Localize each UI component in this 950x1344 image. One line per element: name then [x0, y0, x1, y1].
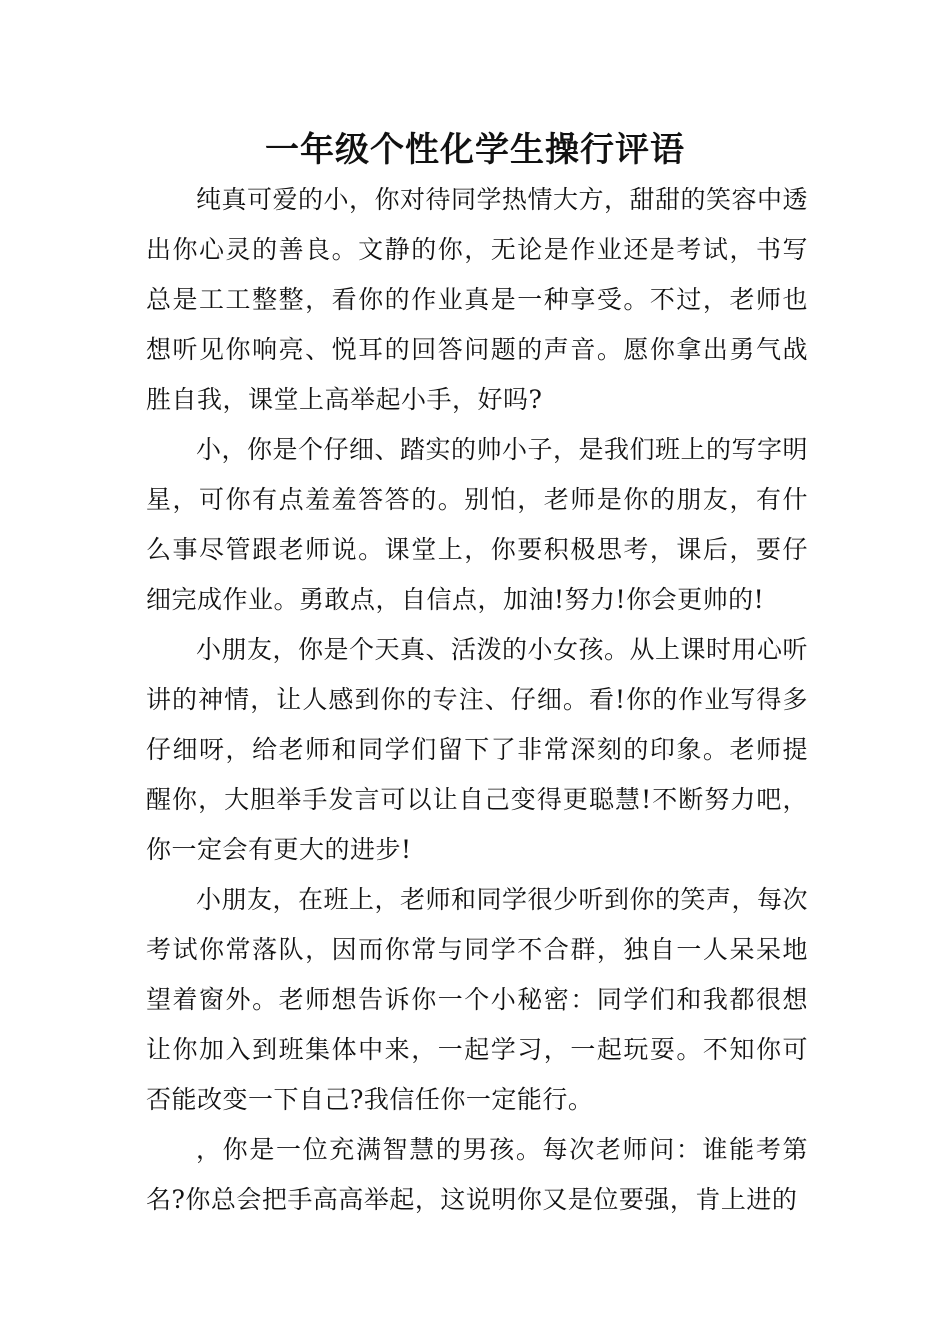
document-body: [146, 175, 808, 1225]
paragraph-2: 小，你是个仔细、踏实的帅小子，是我们班上的写字明星，可你有点羞羞答答的。别怕，老师是你的朋友，有什么事尽管跟老师说。课堂上，你要积极思考，课后，要仔细完成作业。勇敢点，自信点，加油!努力!你会更帅的!: [146, 435, 809, 614]
paragraph-4: 小朋友，在班上，老师和同学很少听到你的笑声，每次考试你常落队，因而你常与同学不合群，独自一人呆呆地望着窗外。老师想告诉你一个小秘密：同学们和我都很想让你加入到班集体中来，一起学习，一起玩耍。不知你可否能改变一下自己?我信任你一定能行。: [146, 885, 809, 1114]
paragraph-1: 纯真可爱的小，你对待同学热情大方，甜甜的笑容中透出你心灵的善良。文静的你，无论是作业还是考试，书写总是工工整整，看你的作业真是一种享受。不过，老师也想听见你响亮、悦耳的回答问题的声音。愿你拿出勇气战胜自我，课堂上高举起小手，好吗?: [146, 185, 809, 414]
document-title: 一年级个性化学生操行评语: [265, 130, 685, 170]
paragraph-3: 小朋友，你是个天真、活泼的小女孩。从上课时用心听讲的神情，让人感到你的专注、仔细。看!你的作业写得多仔细呀，给老师和同学们留下了非常深刻的印象。老师提醒你，大胆举手发言可以让自己变得更聪慧!不断努力吧，你一定会有更大的进步!: [146, 635, 809, 864]
paragraph-5: ，你是一位充满智慧的男孩。每次老师问：谁能考第名?你总会把手高高举起，这说明你又是位要强，肯上进的: [146, 1135, 808, 1214]
